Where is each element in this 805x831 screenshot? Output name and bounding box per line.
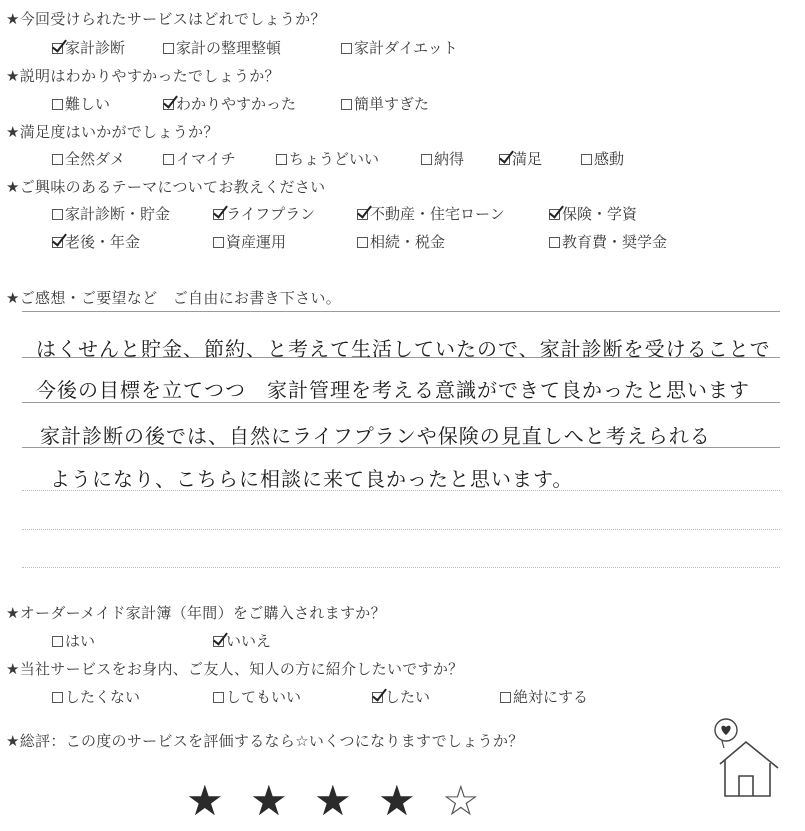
- option-choudo-ii[interactable]: ちょうどいい: [276, 148, 379, 169]
- star-icon[interactable]: ★: [186, 776, 224, 825]
- option-souzoku-zeikin[interactable]: 相続・税金: [357, 231, 445, 252]
- checkbox-icon[interactable]: [341, 43, 352, 54]
- option-fudousan[interactable]: 不動産・住宅ローン: [357, 203, 505, 224]
- option-kakei-diet[interactable]: 家計ダイエット: [341, 37, 458, 58]
- option-kakei-shindan[interactable]: 家計診断: [52, 37, 125, 58]
- checkbox-icon[interactable]: [549, 209, 560, 220]
- checkbox-icon[interactable]: [357, 237, 368, 248]
- comment-rule: [22, 529, 780, 530]
- comment-line-2: 今後の目標を立てつつ 家計管理を考える意識ができて良かったと思います: [36, 378, 750, 402]
- checkbox-icon[interactable]: [52, 692, 63, 703]
- checkbox-icon[interactable]: [549, 237, 560, 248]
- option-shitemoii[interactable]: してもいい: [213, 686, 301, 707]
- checkbox-icon[interactable]: [163, 99, 174, 110]
- question-satisfaction: ★満足度はいかがでしょうか？: [6, 123, 219, 141]
- checkbox-icon[interactable]: [499, 154, 510, 165]
- option-zettai-ni-suru[interactable]: 絶対にする: [500, 686, 588, 707]
- star-icon[interactable]: ☆: [442, 776, 480, 825]
- comment-rule: [22, 311, 780, 312]
- comment-rule: [22, 357, 780, 358]
- checkbox-icon[interactable]: [213, 692, 224, 703]
- star-icon[interactable]: ★: [314, 776, 352, 825]
- checkbox-icon[interactable]: [213, 636, 224, 647]
- option-manzoku[interactable]: 満足: [499, 148, 542, 169]
- option-iie[interactable]: いいえ: [213, 630, 271, 651]
- question-service-type: ★今回受けられたサービスはどれでしょうか？: [6, 10, 326, 28]
- comment-rule: [22, 490, 780, 491]
- option-hai[interactable]: はい: [52, 630, 95, 651]
- question-order-kakeibo: ★オーダーメイド家計簿（年間）をご購入されますか？: [6, 604, 386, 622]
- comment-line-4: ようになり、こちらに相談に来て良かったと思います。: [50, 467, 574, 491]
- question-interests: ★ご興味のあるテーマについてお教えください: [6, 178, 326, 196]
- comment-line-3: 家計診断の後では、自然にライフプランや保険の見直しへと考えられる: [40, 424, 711, 448]
- checkbox-icon[interactable]: [276, 154, 287, 165]
- checkbox-icon[interactable]: [52, 154, 63, 165]
- option-shitai[interactable]: したい: [372, 686, 430, 707]
- checkbox-icon[interactable]: [500, 692, 511, 703]
- checkbox-icon[interactable]: [341, 99, 352, 110]
- option-kantan-sugita[interactable]: 簡単すぎた: [341, 93, 429, 114]
- option-kakei-chokin[interactable]: 家計診断・貯金: [52, 203, 170, 224]
- checkbox-icon[interactable]: [213, 209, 224, 220]
- option-wakariyasukatta[interactable]: わかりやすかった: [163, 93, 296, 114]
- checkbox-icon[interactable]: [52, 43, 63, 54]
- question-referral: ★当社サービスをお身内、ご友人、知人の方に紹介したいですか？: [6, 660, 464, 678]
- option-rougo-nenkin[interactable]: 老後・年金: [52, 231, 140, 252]
- house-with-heart-icon: [712, 716, 782, 802]
- option-imaichi[interactable]: イマイチ: [163, 148, 236, 169]
- question-explanation: ★説明はわかりやすかったでしょうか？: [6, 67, 280, 85]
- comment-rule: [22, 402, 780, 403]
- option-kandou[interactable]: 感動: [581, 148, 624, 169]
- checkbox-icon[interactable]: [357, 209, 368, 220]
- checkbox-icon[interactable]: [163, 154, 174, 165]
- option-kyouikuhi[interactable]: 教育費・奨学金: [549, 231, 667, 252]
- checkbox-icon[interactable]: [421, 154, 432, 165]
- option-shisan-unyou[interactable]: 資産運用: [213, 231, 286, 252]
- option-life-plan[interactable]: ライフプラン: [213, 203, 315, 224]
- checkbox-icon[interactable]: [52, 99, 63, 110]
- option-hoken-gakushi[interactable]: 保険・学資: [549, 203, 637, 224]
- comment-rule: [22, 567, 780, 568]
- checkbox-icon[interactable]: [52, 636, 63, 647]
- comment-line-1: はくせんと貯金、節約、と考えて生活していたので、家計診断を受けることで: [36, 337, 771, 361]
- checkbox-icon[interactable]: [163, 43, 174, 54]
- option-nattoku[interactable]: 納得: [421, 148, 464, 169]
- question-overall-rating: ★総評：この度のサービスを評価するなら☆いくつになりますでしょうか？: [6, 732, 524, 750]
- star-icon[interactable]: ★: [250, 776, 288, 825]
- star-icon[interactable]: ★: [378, 776, 416, 825]
- comment-rule: [22, 447, 780, 448]
- checkbox-icon[interactable]: [213, 237, 224, 248]
- option-shitakunai[interactable]: したくない: [52, 686, 140, 707]
- checkbox-icon[interactable]: [52, 209, 63, 220]
- option-seiri-seiton[interactable]: 家計の整理整頓: [163, 37, 281, 58]
- checkbox-icon[interactable]: [372, 692, 383, 703]
- checkbox-icon[interactable]: [52, 237, 63, 248]
- option-zenzen-dame[interactable]: 全然ダメ: [52, 148, 125, 169]
- option-muzukashii[interactable]: 難しい: [52, 93, 110, 114]
- checkbox-icon[interactable]: [581, 154, 592, 165]
- comments-heading: ★ご感想・ご要望など ご自由にお書き下さい。: [6, 289, 342, 307]
